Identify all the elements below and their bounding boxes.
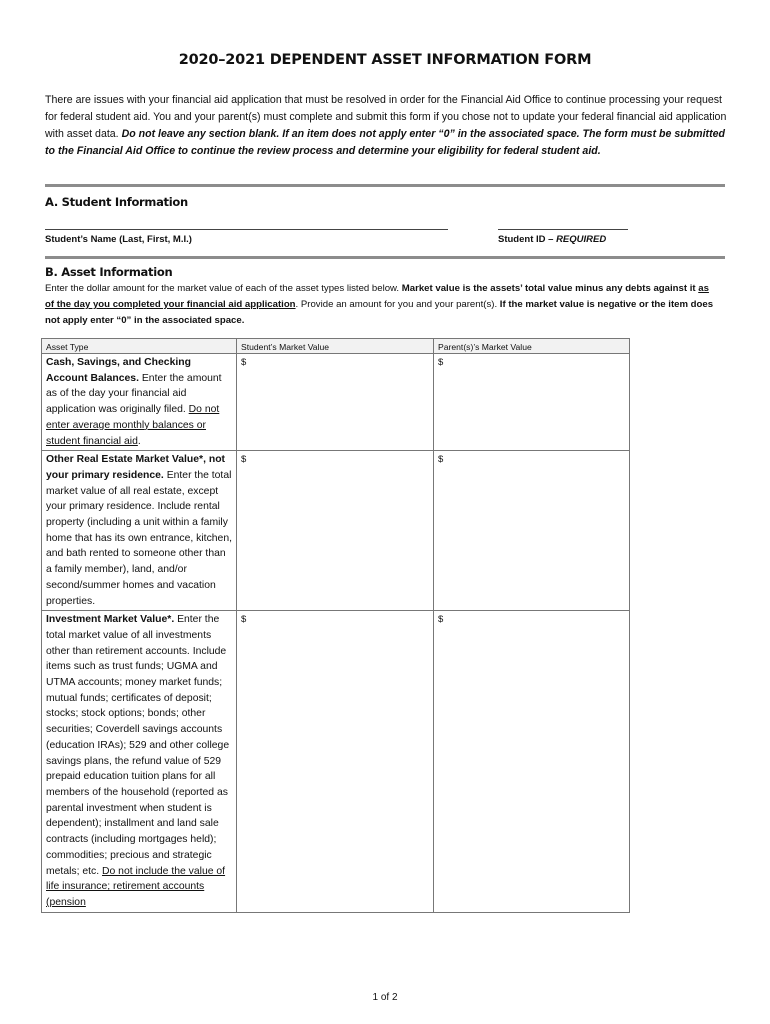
asset-type-cell xyxy=(42,354,237,451)
asset-type-note: Do not include the value of life insurance; retirement accounts (pension xyxy=(46,865,226,908)
dollar-sign: $ xyxy=(241,454,247,466)
instr-part: Enter the dollar amount for the market value of each of the asset types listed below. xyxy=(45,283,402,294)
dollar-sign: $ xyxy=(438,357,444,368)
parent-value-field[interactable] xyxy=(434,354,630,451)
table-row xyxy=(42,354,630,451)
asset-type-title: Other Real Estate Market Value*, not your primary residence. xyxy=(46,454,226,481)
dollar-sign: $ xyxy=(438,454,444,466)
asset-type-cell xyxy=(42,611,237,912)
page-number: 1 of 2 xyxy=(372,992,398,1003)
parent-value-field[interactable] xyxy=(434,451,630,611)
table-header-row xyxy=(42,339,630,354)
student-id-label-text: Student ID – xyxy=(498,234,557,245)
student-name-label: Student’s Name (Last, First, M.I.) xyxy=(45,234,192,245)
section-b-heading: B. Asset Information xyxy=(45,265,173,279)
instr-part: as of the day you completed your financial aid application xyxy=(45,283,709,310)
asset-type-title: Investment Market Value*. xyxy=(46,614,175,626)
student-name-line[interactable] xyxy=(45,229,448,230)
student-value-field[interactable] xyxy=(237,451,434,611)
dollar-sign: $ xyxy=(438,614,444,626)
col-header-parent-value: Parent(s)’s Market Value xyxy=(434,339,630,354)
instr-part: Market value is the assets’ total value minus any debts against it xyxy=(401,283,699,294)
parent-value-field[interactable] xyxy=(434,611,630,912)
col-header-student-value: Student’s Market Value xyxy=(237,339,434,354)
required-flag: REQUIRED xyxy=(556,234,607,245)
student-id-label xyxy=(498,234,606,245)
student-value-field[interactable] xyxy=(237,354,434,451)
intro-text: There are issues with your financial aid application that must be resolved in order for the Financial Aid Office to continue processing your request for federal student aid. You and your parent(s) must complete and submit this form if you chose not to update your federal financial aid application with asset data. xyxy=(45,94,727,140)
instr-part: . Provide an amount for you and your parent(s). xyxy=(295,299,500,310)
dollar-sign: $ xyxy=(241,614,247,626)
asset-instructions xyxy=(45,281,715,329)
section-a-heading: A. Student Information xyxy=(45,195,188,209)
asset-type-desc: Enter the amount as of the day your financial aid application was originally filed. xyxy=(46,372,222,416)
table-row xyxy=(42,611,630,912)
student-id-line[interactable] xyxy=(498,229,628,230)
table-row xyxy=(42,451,630,611)
section-divider xyxy=(45,256,725,259)
form-title: 2020–2021 DEPENDENT ASSET INFORMATION FORM xyxy=(178,52,592,68)
intro-emphasis: Do not leave any section blank. If an item does not apply enter “0” in the associated space. The form must be submitted to the Financial Aid Office to continue the review process and determine your eligibility for federal student aid. xyxy=(45,128,725,157)
asset-type-tail: . xyxy=(137,435,141,447)
col-header-asset-type: Asset Type xyxy=(42,339,237,354)
asset-type-cell xyxy=(42,451,237,611)
dollar-sign: $ xyxy=(241,357,247,368)
asset-type-desc: Enter the total market value of all investments other than retirement accounts. Include items such as trust funds; UGMA and UTMA accounts; money market funds; mutual funds; certificates of deposit; stocks; stock options; bonds; other securities; Coverdell savings accounts (education IRAs); 529 and other college savings plans, the refund value of 529 prepaid education tuition plans for all members of the household (reported as parental investment when student is dependent); installment and land sale contracts (including mortgages held); commodities; precious and strategic metals; etc. xyxy=(46,614,230,877)
asset-type-desc: Enter the total market value of all real estate, except your primary residence. Include rental property (including a unit within a family home that has its own entrance, kitchen, and bath rented to someone other than a family member), land, and/or second/summer homes and vacation properties. xyxy=(46,469,232,607)
student-value-field[interactable] xyxy=(237,611,434,912)
asset-table xyxy=(41,338,630,913)
section-divider xyxy=(45,184,725,187)
asset-type-title: Cash, Savings, and Checking Account Balances. xyxy=(46,357,191,384)
asset-type-note: Do not enter average monthly balances or student financial aid xyxy=(46,404,220,447)
instr-part: If the market value is negative or the item does not apply enter “0” in the associated space. xyxy=(45,299,714,326)
intro-paragraph xyxy=(45,92,735,160)
